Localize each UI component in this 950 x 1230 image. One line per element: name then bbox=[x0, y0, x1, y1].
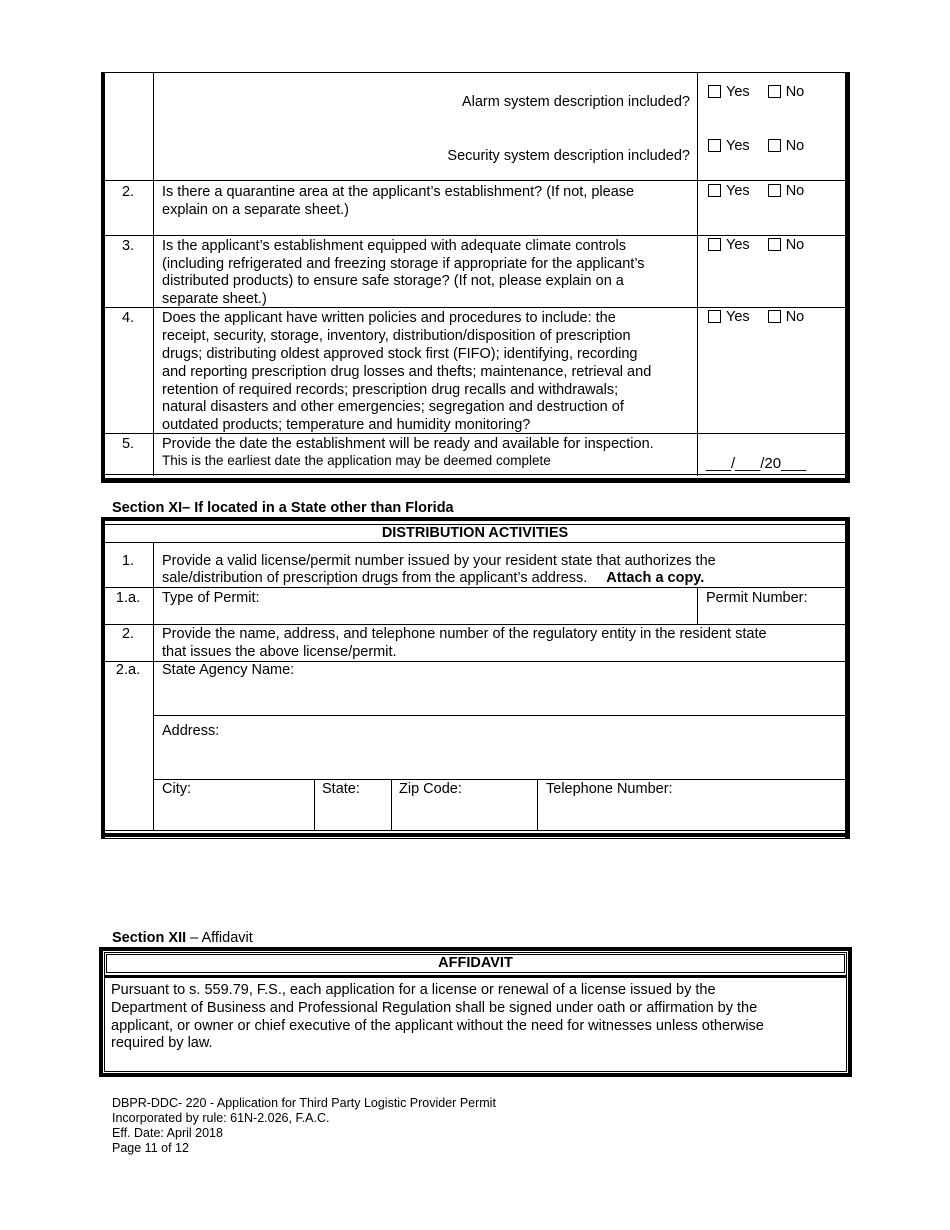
city-field[interactable] bbox=[154, 799, 314, 829]
inspection-date-field[interactable]: ___/___/20___ bbox=[706, 455, 807, 472]
inspection-date-question: Provide the date the establishment will be ready and available for inspection. bbox=[162, 436, 654, 452]
effective-date-line: Eff. Date: April 2018 bbox=[112, 1126, 223, 1140]
checkbox-icon[interactable] bbox=[768, 310, 781, 323]
license-number-instruction-line: sale/distribution of prescription drugs from the applicant’s address. Attach a copy. bbox=[162, 570, 705, 586]
state-label: State: bbox=[322, 781, 360, 797]
form-id-line: DBPR-DDC- 220 - Application for Third Party Logistic Provider Permit bbox=[112, 1096, 496, 1110]
row-number: 2.a. bbox=[115, 662, 141, 678]
affidavit-text-line: Pursuant to s. 559.79, F.S., each application for a license or renewal of a license issued by the bbox=[111, 982, 716, 998]
climate-yes-option[interactable]: Yes bbox=[708, 237, 750, 253]
state-agency-name-field[interactable] bbox=[154, 680, 845, 714]
quarantine-question-line: explain on a separate sheet.) bbox=[162, 202, 350, 218]
permit-number-label: Permit Number: bbox=[706, 590, 808, 606]
row-number: 3. bbox=[121, 238, 135, 254]
climate-question-line: distributed products) to ensure safe storage? (If not, please explain on a bbox=[162, 273, 624, 289]
policies-question-line: outdated products; temperature and humidity monitoring? bbox=[162, 417, 531, 433]
alarm-question: Alarm system description included? bbox=[461, 94, 690, 110]
policies-yes-option[interactable]: Yes bbox=[708, 309, 750, 325]
row-number: 5. bbox=[121, 436, 135, 452]
row-number: 4. bbox=[121, 310, 135, 326]
address-field[interactable] bbox=[154, 741, 845, 778]
policies-question-line: Does the applicant have written policies and procedures to include: the bbox=[162, 310, 616, 326]
inspection-date-subnote: This is the earliest date the application may be deemed complete bbox=[162, 453, 551, 468]
climate-no-option[interactable]: No bbox=[768, 237, 805, 253]
policies-question-line: receipt, security, storage, inventory, distribution/disposition of prescription bbox=[162, 328, 631, 344]
affidavit-text-line: applicant, or owner or chief executive of the applicant without the need for witnesses unless otherwise bbox=[111, 1018, 764, 1034]
city-label: City: bbox=[162, 781, 191, 797]
climate-question-line: (including refrigerated and freezing storage if appropriate for the applicant’s bbox=[162, 256, 645, 272]
alarm-yes-option[interactable]: Yes bbox=[708, 84, 750, 100]
climate-yes-no bbox=[708, 237, 818, 253]
row-number: 2. bbox=[121, 184, 135, 200]
zip-code-field[interactable] bbox=[392, 799, 537, 829]
quarantine-no-option[interactable]: No bbox=[768, 183, 805, 199]
row-number: 1. bbox=[121, 553, 135, 569]
policies-question-line: natural disasters and other emergencies; segregation and destruction of bbox=[162, 399, 624, 415]
page-number: Page 11 of 12 bbox=[112, 1141, 189, 1155]
security-no-option[interactable]: No bbox=[768, 138, 805, 154]
checkbox-icon[interactable] bbox=[708, 238, 721, 251]
regulatory-entity-instruction-line: Provide the name, address, and telephone number of the regulatory entity in the resident state bbox=[162, 626, 767, 642]
distribution-activities-header: DISTRIBUTION ACTIVITIES bbox=[381, 525, 569, 541]
affidavit-header: AFFIDAVIT bbox=[438, 955, 513, 971]
address-label: Address: bbox=[162, 723, 220, 739]
license-number-instruction-line: Provide a valid license/permit number issued by your resident state that authorizes the bbox=[162, 553, 716, 569]
policies-question-line: and reporting prescription drug losses and thefts; maintenance, retrieval and bbox=[162, 364, 652, 380]
row-number: 2. bbox=[121, 626, 135, 642]
affidavit-text-line: required by law. bbox=[111, 1035, 213, 1051]
state-field[interactable] bbox=[315, 799, 391, 829]
security-yes-no bbox=[708, 138, 818, 154]
security-question: Security system description included? bbox=[447, 148, 690, 164]
policies-no-option[interactable]: No bbox=[768, 309, 805, 325]
state-agency-name-label: State Agency Name: bbox=[162, 662, 295, 678]
affidavit-text-line: Department of Business and Professional Regulation shall be signed under oath or affirmation by the bbox=[111, 1000, 758, 1016]
top-table-right-thick-border bbox=[845, 72, 849, 483]
policies-yes-no bbox=[708, 309, 818, 325]
row-number: 1.a. bbox=[115, 590, 141, 606]
checkbox-icon[interactable] bbox=[768, 184, 781, 197]
quarantine-yes-no bbox=[708, 183, 818, 199]
policies-question-line: drugs; distributing oldest approved stock first (FIFO); identifying, recording bbox=[162, 346, 638, 362]
type-of-permit-field[interactable] bbox=[154, 606, 697, 623]
attach-copy-note: Attach a copy. bbox=[606, 570, 705, 586]
checkbox-icon[interactable] bbox=[768, 85, 781, 98]
telephone-number-label: Telephone Number: bbox=[546, 781, 673, 797]
permit-number-field[interactable] bbox=[698, 606, 845, 623]
alarm-no-option[interactable]: No bbox=[768, 84, 805, 100]
climate-question-line: Is the applicant’s establishment equipped with adequate climate controls bbox=[162, 238, 627, 254]
checkbox-icon[interactable] bbox=[708, 139, 721, 152]
alarm-yes-no bbox=[708, 84, 818, 100]
checkbox-icon[interactable] bbox=[768, 238, 781, 251]
section-xi-title: Section XI– If located in a State other than Florida bbox=[112, 500, 454, 516]
climate-question-line: separate sheet.) bbox=[162, 291, 267, 307]
telephone-number-field[interactable] bbox=[538, 799, 845, 829]
section-xii-title: Section XII – Affidavit bbox=[112, 930, 253, 946]
type-of-permit-label: Type of Permit: bbox=[162, 590, 260, 606]
security-yes-option[interactable]: Yes bbox=[708, 138, 750, 154]
checkbox-icon[interactable] bbox=[768, 139, 781, 152]
policies-question-line: retention of required records; prescription drug recalls and withdrawals; bbox=[162, 382, 619, 398]
quarantine-yes-option[interactable]: Yes bbox=[708, 183, 750, 199]
regulatory-entity-instruction-line: that issues the above license/permit. bbox=[162, 644, 397, 660]
top-table-bottom-thick-border bbox=[101, 478, 850, 482]
top-table-left-thick-border bbox=[101, 72, 105, 483]
zip-code-label: Zip Code: bbox=[399, 781, 462, 797]
quarantine-question-line: Is there a quarantine area at the applicant’s establishment? (If not, please bbox=[162, 184, 635, 200]
rule-line: Incorporated by rule: 61N-2.026, F.A.C. bbox=[112, 1111, 330, 1125]
checkbox-icon[interactable] bbox=[708, 184, 721, 197]
checkbox-icon[interactable] bbox=[708, 85, 721, 98]
checkbox-icon[interactable] bbox=[708, 310, 721, 323]
